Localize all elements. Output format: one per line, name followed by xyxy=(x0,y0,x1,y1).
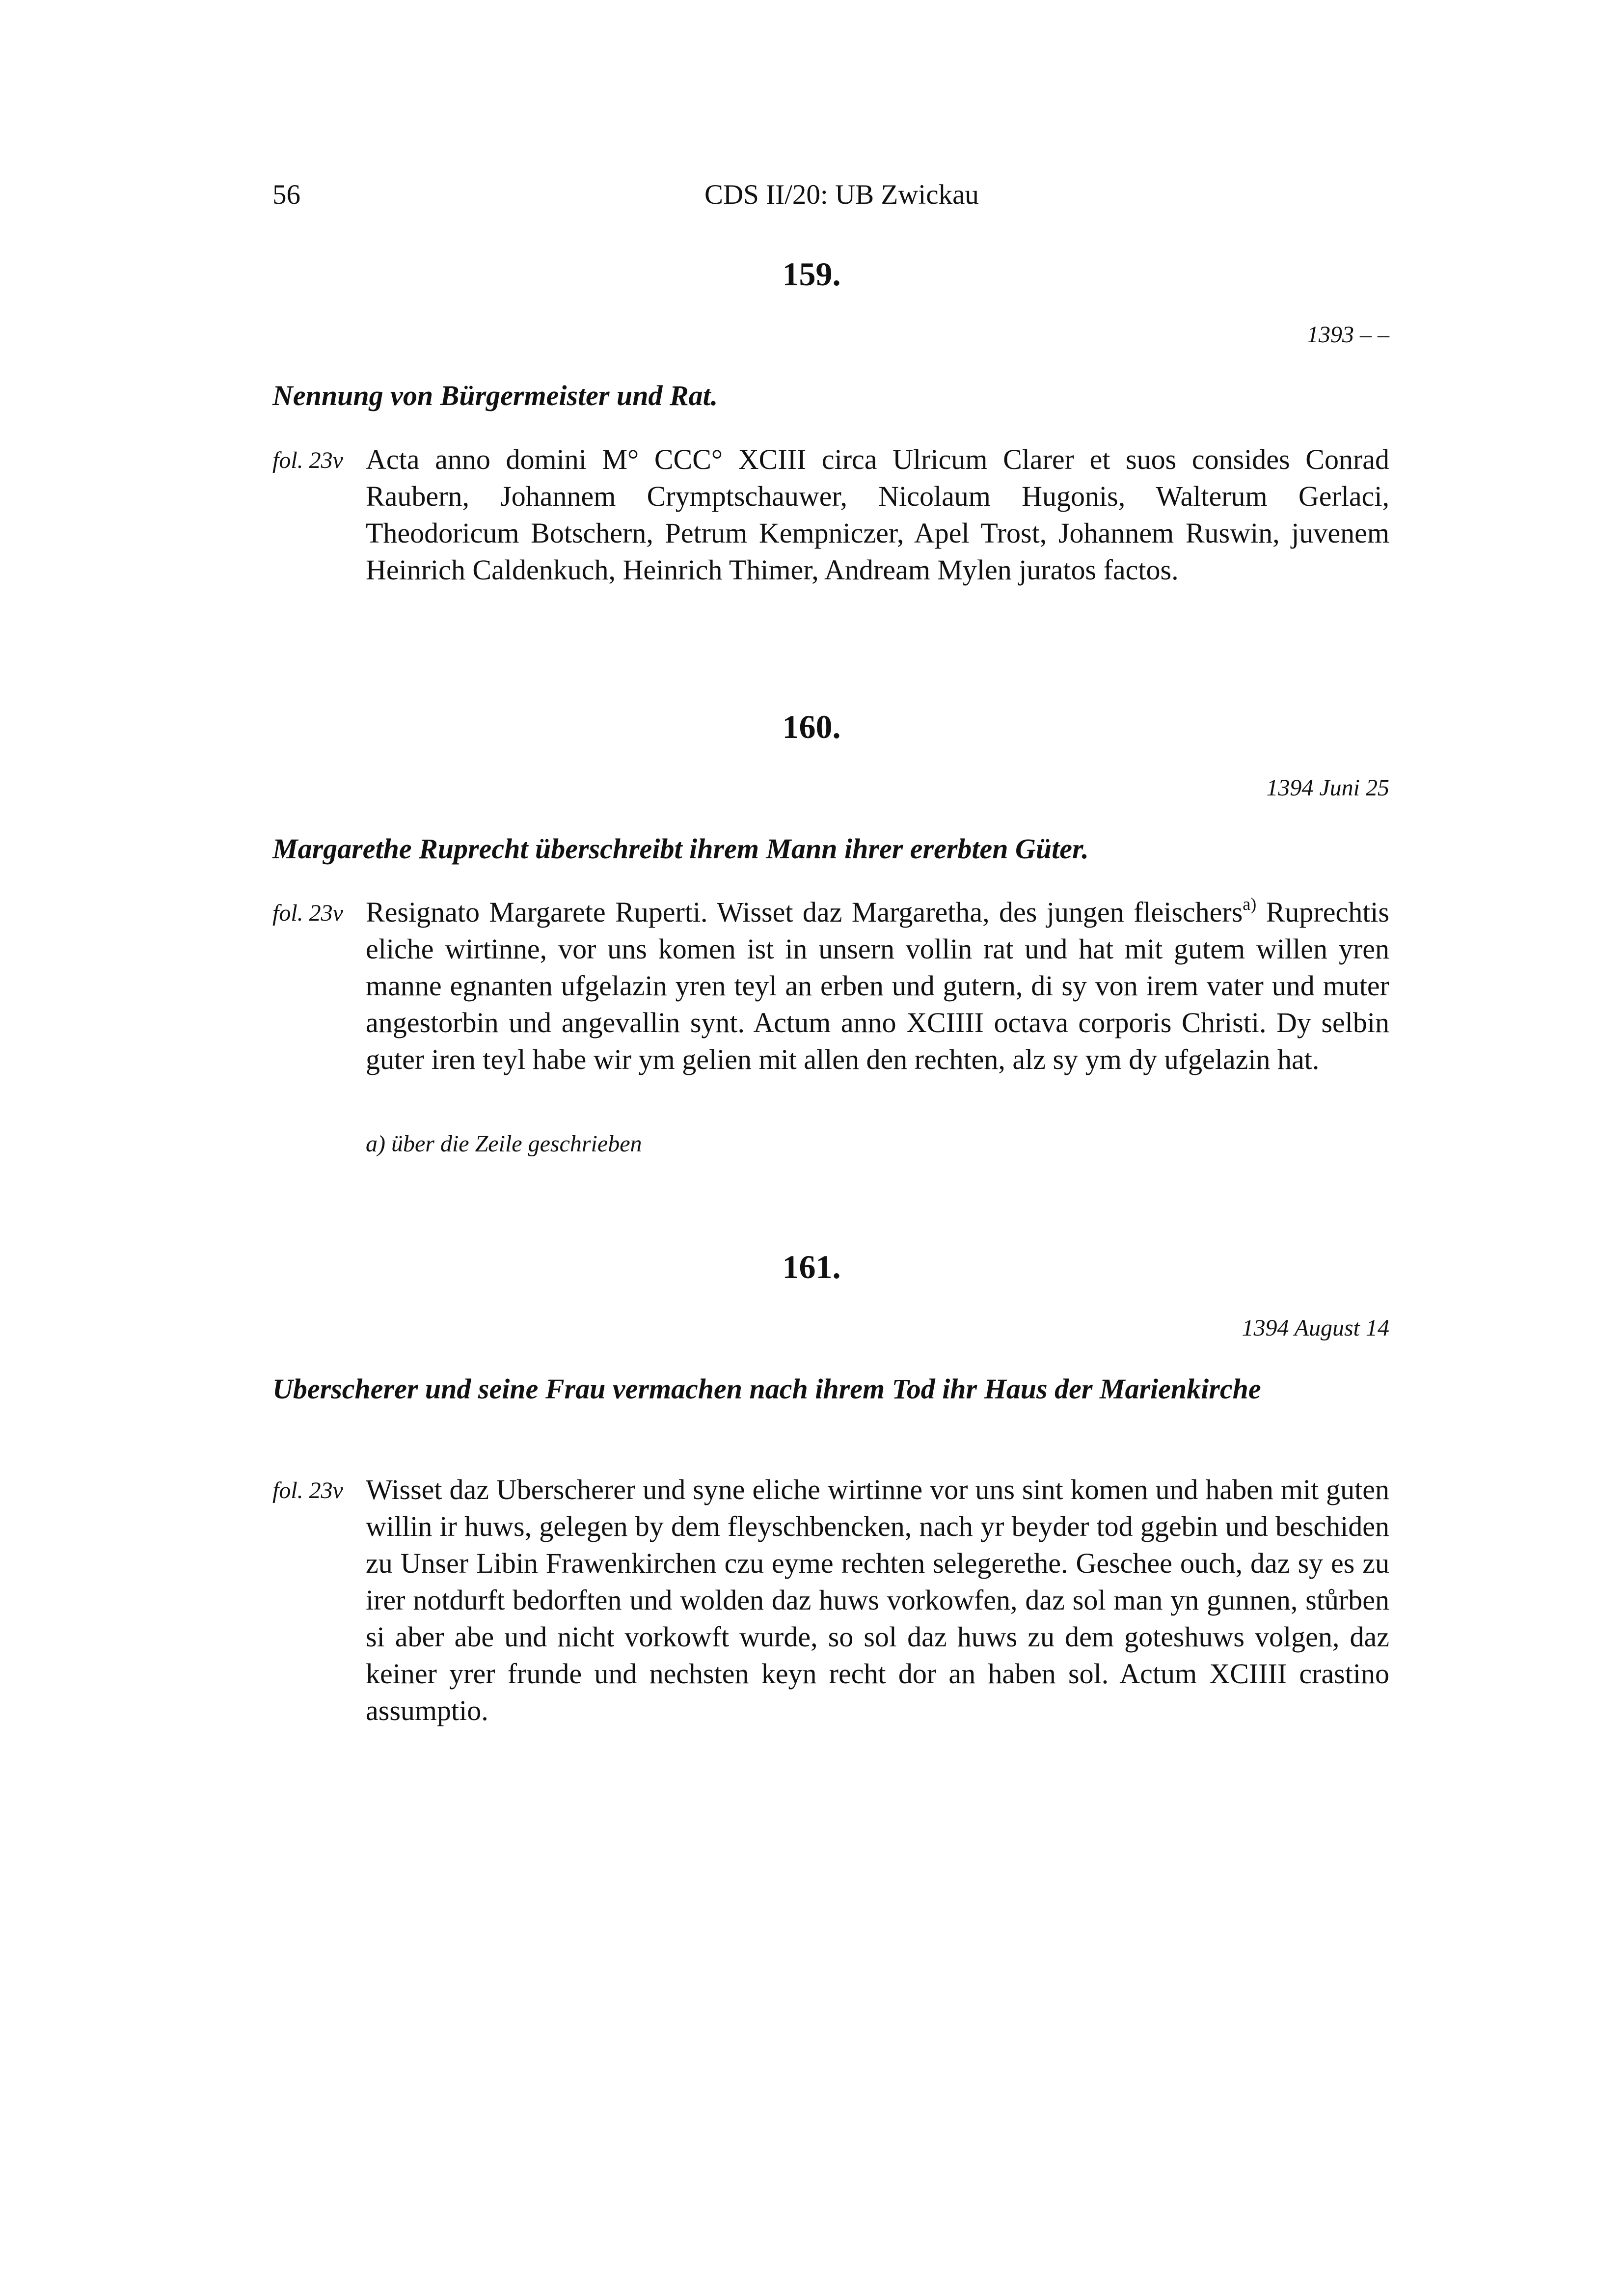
footnote: a) über die Zeile geschrieben xyxy=(366,1131,642,1157)
entry-text-part: Ruprechtis eliche wirtinne, vor uns komen ist in unsern vollin rat und hat mit gutem willen yren manne egnanten ufgelazin yren teyl an erben und gutern, di sy von irem vater und muter angestorbin und angevallin synt. Actum anno XCIIII octava corporis Christi. Dy selbin guter iren teyl habe wir ym gelien mit allen den rechten, alz sy ym dy ufgelazin hat. xyxy=(366,896,1389,1075)
entry-number: 161. xyxy=(782,1248,841,1285)
folio-reference: fol. 23v xyxy=(272,447,343,473)
page-number: 56 xyxy=(272,179,300,210)
folio-reference: fol. 23v xyxy=(272,900,343,926)
entry-date: 1394 August 14 xyxy=(1242,1315,1389,1341)
entry-title: Nennung von Bürgermeister und Rat. xyxy=(272,380,718,411)
entry-date: 1394 Juni 25 xyxy=(1266,775,1389,801)
entry-text: Acta anno domini M° CCC° XCIII circa Ulricum Clarer et suos consides Conrad Raubern, Johannem Crymptschauwer, Nicolaum Hugonis, Walterum Gerlaci, Theodoricum Botschern, Petrum Kempniczer, Apel Trost, Johannem Ruswin, juvenem Heinrich Caldenkuch, Heinrich Thimer, Andream Mylen juratos factos. xyxy=(366,443,1389,586)
folio-reference: fol. 23v xyxy=(272,1477,343,1503)
entry-text xyxy=(366,894,1389,1078)
entry-date: 1393 – – xyxy=(1307,322,1389,348)
entry-number: 159. xyxy=(782,255,841,293)
entry-title: Margarethe Ruprecht überschreibt ihrem Mann ihrer ererbten Güter. xyxy=(272,833,1089,865)
entry-number: 160. xyxy=(782,708,841,745)
entry-text-part: Resignato Margarete Ruperti. Wisset daz Margaretha, des jungen fleischers xyxy=(366,896,1243,928)
entry-title: Uberscherer und seine Frau vermachen nach ihrem Tod ihr Haus der Marienkirche xyxy=(272,1373,1261,1405)
entry-text: Wisset daz Uberscherer und syne eliche wirtinne vor uns sint komen und haben mit guten willin ir huws, gelegen by dem fleyschbencken, nach yr beyder tod ggebin und beschiden zu Unser Libin Frawenkirchen czu eyme rechten selegerethe. Geschee ouch, daz sy es zu irer notdurft bedorften und wolden daz huws vorkowfen, daz sol man yn gunnen, stůrben si aber abe und nicht vorkowft wurde, so sol daz huws zu dem goteshuws volgen, daz keiner yrer frunde und nechsten keyn recht dor an haben sol. Actum XCIIII crastino assumptio. xyxy=(366,1474,1389,1726)
footnote-mark: a) xyxy=(1243,894,1257,914)
running-head: CDS II/20: UB Zwickau xyxy=(704,179,979,210)
